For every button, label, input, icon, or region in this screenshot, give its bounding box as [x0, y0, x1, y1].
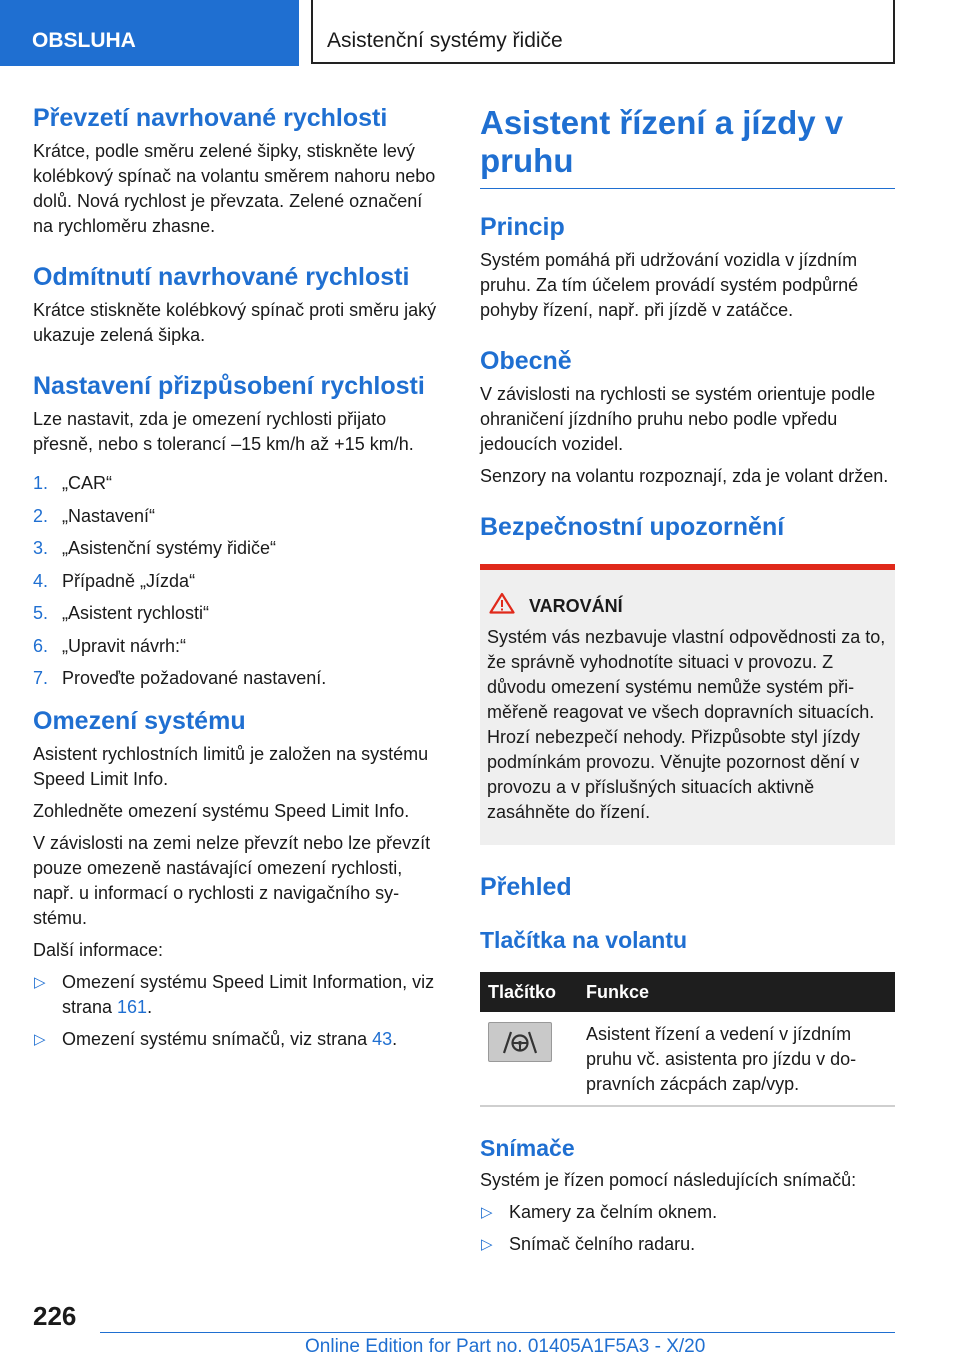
buttons-table: [480, 972, 895, 1107]
text-omezeni-4: Další informace:: [33, 940, 164, 960]
steps-list: [33, 471, 445, 691]
list-item: ▷ Snímač čelního radaru.: [480, 1232, 895, 1257]
page-link-43[interactable]: 43: [372, 1029, 393, 1049]
list-item: 7. Proveďte požadované nastavení.: [33, 668, 327, 688]
heading-snimace: Snímače: [480, 1135, 575, 1161]
triangle-right-icon: ▷: [481, 1204, 493, 1221]
heading-omezeni: Omezení systému: [33, 707, 246, 735]
left-column: [33, 100, 445, 1052]
text-omezeni-3: V závislosti na zemi nelze převzít nebo lze převzít pouze omezeně nastávající omezení rychlosti, např. u informací o rychlosti z navigačního systému.: [33, 833, 431, 928]
heading-odmitnuti: Odmítnutí navrhované rychlosti: [33, 263, 410, 291]
heading-obecne: Obecně: [480, 347, 572, 375]
text-obecne-1: V závislosti na rychlosti se systém orientuje podle ohraničení jízdního pruhu nebo podle vpředu jedoucích vozidel.: [480, 384, 876, 454]
heading-nastaveni: Nastavení přizpůsobení rychlosti: [33, 372, 425, 400]
text-odmitnuti: Krátce stiskněte kolébkový spínač proti směru jaký ukazuje zelená šipka.: [33, 300, 437, 345]
text-obecne-2: Senzory na volantu rozpoznají, zda je volant držen.: [480, 466, 889, 486]
warning-box: [480, 564, 895, 845]
section-tab: OBSLUHA: [0, 0, 299, 66]
list-item: 1. „CAR“: [33, 473, 112, 493]
column-header: Tlačítko: [480, 972, 578, 1012]
triangle-right-icon: ▷: [34, 974, 46, 991]
footer-divider: [100, 1332, 895, 1333]
warning-triangle-icon: [489, 592, 515, 621]
chapter-title: Asistenční systémy řidiče: [311, 0, 895, 64]
sensor-list: [480, 1200, 895, 1257]
heading-bezpecnost: Bezpečnostní upozornění: [480, 513, 785, 541]
list-item: 4. Případně „Jízda“: [33, 570, 196, 591]
triangle-right-icon: ▷: [34, 1031, 46, 1048]
list-item: 2. „Nastavení“: [33, 505, 156, 526]
column-header: Funkce: [578, 972, 895, 1012]
table-header-row: [480, 972, 895, 1012]
text-snimace: Systém je řízen pomocí následujících snímačů:: [480, 1170, 857, 1190]
list-item: 6. „Upravit návrh:“: [33, 635, 187, 656]
heading-prehled: Přehled: [480, 873, 572, 901]
text-prevzeti: Krátce, podle směru zelené šipky, stiskněte levý kolébkový spínač na volantu směrem nahoru nebo dolů. Nová rychlost je převzata. Zelené označení na rychloměru zhasne.: [33, 141, 436, 236]
heading-prevzeti: Převzetí navrhované rychlosti: [33, 104, 388, 132]
list-item: ▷ Omezení systému Speed Limit Information, viz strana 161.: [34, 972, 435, 1017]
triangle-right-icon: ▷: [481, 1236, 493, 1253]
heading-princip: Princip: [480, 213, 565, 241]
list-item: 5. „Asistent rychlosti“: [33, 603, 210, 623]
page-link-161[interactable]: 161: [117, 997, 148, 1017]
right-column: [480, 100, 895, 1257]
table-row: [480, 1012, 895, 1106]
heading-divider: [480, 188, 895, 189]
edition-note: Online Edition for Part no. 01405A1F5A3 - X/20: [305, 1336, 706, 1357]
list-item: ▷ Omezení systému snímačů, viz strana 43.: [33, 1027, 445, 1052]
function-cell: Asistent řízení a vedení v jízdním pruhu vč. asistenta pro jízdu v dopravních zácpách zap/vyp.: [578, 1012, 895, 1106]
reference-list: [33, 970, 445, 1052]
page-number: 226: [33, 1301, 77, 1331]
warning-heading: VAROVÁNÍ: [487, 592, 887, 621]
text-omezeni-1: Asistent rychlostních limitů je založen na systému Speed Limit Info.: [33, 744, 429, 789]
text-princip: Systém pomáhá při udržování vozidla v jízdním pruhu. Za tím účelem provádí systém podpůrné pohyby řízení, např. při jízdě v zatáčce.: [480, 250, 859, 320]
text-omezeni-2: Zohledněte omezení systému Speed Limit Info.: [33, 801, 410, 821]
chapter-heading: Asistent řízení a jízdy v pruhu: [480, 104, 844, 179]
warning-text: Systém vás nezbavuje vlastní odpovědnosti za to, že správně vyhodnotíte situaci v provozu. Z důvodu omezení systému nemůže systém přiměřeně reagovat ve všech dopravních situacích. Hrozí nebezpečí nehody. Přizpůsobte styl jízdy podmínkám provozu. Věnujte pozornost dění v provozu a v příslušných situacích aktivně zasáhněte do řízení.: [487, 627, 886, 822]
list-item: 3. „Asistenční systémy řidiče“: [33, 538, 277, 558]
list-item: ▷ Kamery za čelním oknem.: [480, 1200, 895, 1225]
heading-tlacitka: Tlačítka na volantu: [480, 927, 688, 953]
text-nastaveni: Lze nastavit, zda je omezení rychlosti přijato přesně, nebo s tolerancí –15 km/h až +15 km/h.: [33, 409, 414, 454]
lane-assist-steering-icon: [488, 1022, 552, 1062]
page-header: [0, 0, 960, 66]
